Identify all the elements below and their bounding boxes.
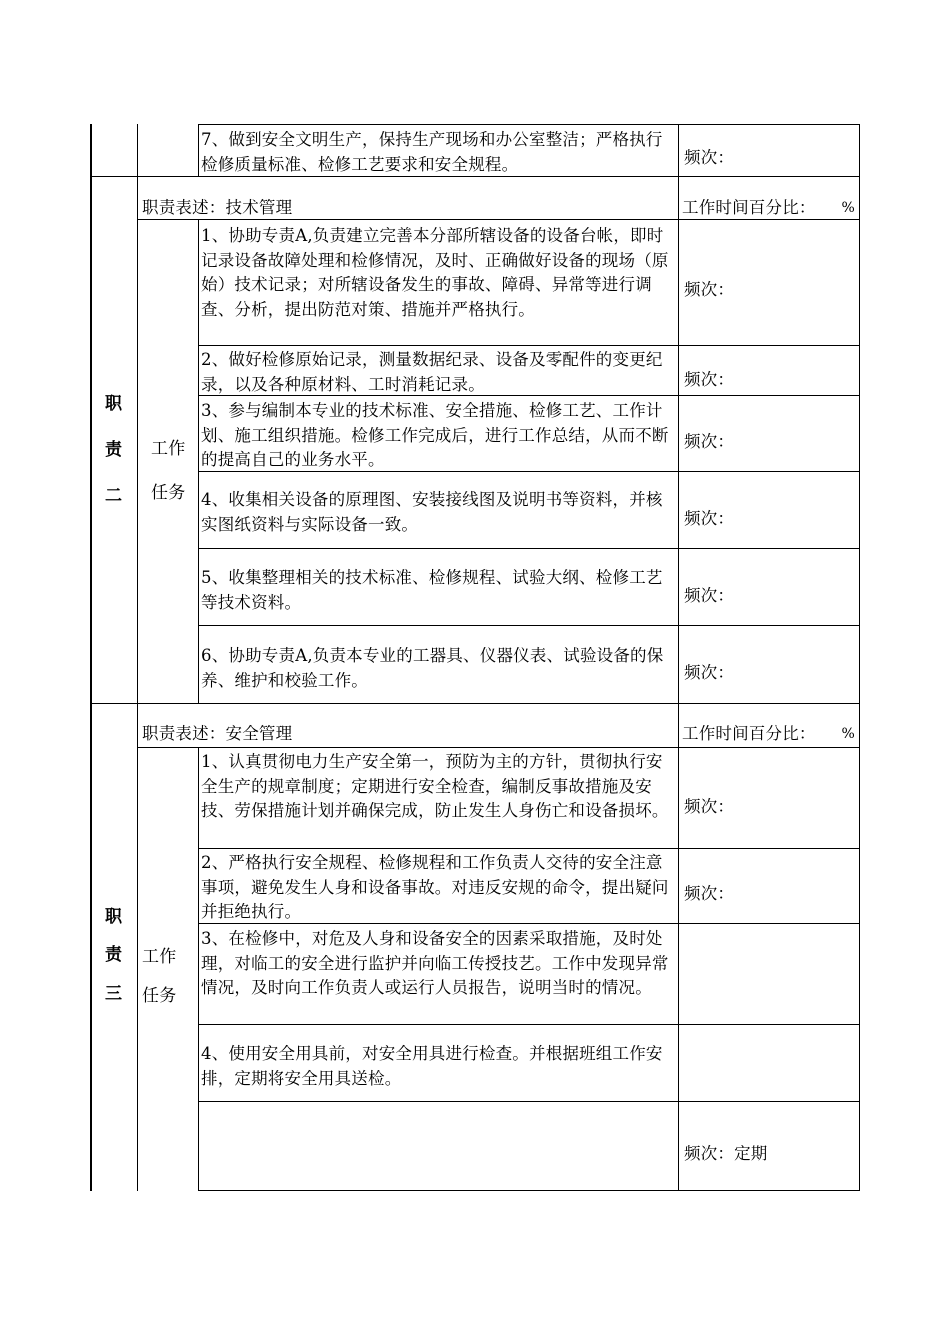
- frequency-label: 频次：: [684, 586, 735, 605]
- task-text: 3、在检修中，对危及人身和设备安全的因素采取措施，及时处理，对临工的安全进行监护并向临工传授技艺。工作中发现异常情况，及时向工作负责人或运行人员报告，说明当时的情况。: [201, 929, 669, 997]
- work-task-label: 工作: [142, 947, 177, 967]
- duty-label-char: 责: [105, 945, 123, 965]
- duty-description: 职责表述：安全管理: [142, 724, 293, 743]
- frequency-label: 频次：: [684, 370, 735, 389]
- task-text: 6、协助专责A,负责本专业的工器具、仪器仪表、试验设备的保养、维护和校验工作。: [201, 646, 664, 690]
- col1-line: [137, 176, 138, 703]
- time-percent-label: 工作时间百分比：: [682, 198, 816, 217]
- duty-description: 职责表述：技术管理: [142, 198, 293, 217]
- work-task-label: 任务: [142, 986, 177, 1006]
- duty-label-char: 职: [105, 907, 123, 927]
- time-percent-label: 工作时间百分比：: [682, 724, 816, 743]
- frequency-label: 频次：: [684, 280, 735, 299]
- row-line: [198, 548, 860, 549]
- frequency-label: 频次：: [684, 884, 735, 903]
- col1-line: [137, 124, 138, 177]
- row-line: [198, 1024, 860, 1025]
- work-task-label: 任务: [151, 483, 186, 503]
- frequency-label: 频次：: [684, 797, 735, 816]
- row-line: [198, 1190, 860, 1191]
- task-text: 7、做到安全文明生产，保持生产现场和办公室整洁；严格执行检修质量标准、检修工艺要求和安全规程。: [201, 130, 663, 174]
- task-text: 1、协助专责A,负责建立完善本分部所辖设备的设备台帐，即时记录设备故障处理和检修情况，及时、正确做好设备的现场（原始）技术记录；对所辖设备发生的事故、障碍、异常等进行调查、分析，提出防范对策、措施并严格执行。: [201, 226, 669, 319]
- task-text: 5、收集整理相关的技术标准、检修规程、试验大纲、检修工艺等技术资料。: [201, 568, 663, 612]
- col2-line: [198, 747, 199, 1191]
- col1-line: [137, 703, 138, 1191]
- duty-label-char: 责: [105, 440, 123, 460]
- frequency-label: 频次：: [684, 148, 735, 167]
- col3-line: [678, 124, 679, 1191]
- row-line: [198, 345, 860, 346]
- frequency-label: 频次：定期: [684, 1144, 768, 1163]
- task-text: 4、使用安全用具前，对安全用具进行检查。并根据班组工作安排，定期将安全用具送检。: [201, 1044, 663, 1088]
- task-text: 4、收集相关设备的原理图、安装接线图及说明书等资料，并核实图纸资料与实际设备一致。: [201, 490, 663, 534]
- percent-sign: %: [841, 200, 855, 216]
- row-line: [198, 124, 860, 125]
- duty-label-char: 三: [105, 984, 123, 1004]
- task-text: 2、做好检修原始记录，测量数据纪录、设备及零配件的变更纪录，以及各种原材料、工时消耗记录。: [201, 350, 663, 394]
- table-left-border: [90, 124, 92, 1191]
- task-text: 3、参与编制本专业的技术标准、安全措施、检修工艺、工作计划、施工组织措施。检修工作完成后，进行工作总结，从而不断的提高自己的业务水平。: [201, 401, 669, 469]
- row-line: [198, 848, 860, 849]
- duty-label-char: 二: [105, 486, 123, 506]
- row-line: [198, 625, 860, 626]
- col2-line: [198, 124, 199, 177]
- row-line: [137, 747, 860, 748]
- work-task-label: 工作: [151, 439, 186, 459]
- frequency-label: 频次：: [684, 509, 735, 528]
- frequency-label: 频次：: [684, 663, 735, 682]
- task-text: 1、认真贯彻电力生产安全第一，预防为主的方针，贯彻执行安全生产的规章制度；定期进行安全检查，编制反事故措施及安技、劳保措施计划并确保完成，防止发生人身伤亡和设备损坏。: [201, 752, 669, 820]
- task-text: 2、严格执行安全规程、检修规程和工作负责人交待的安全注意事项，避免发生人身和设备事故。对违反安规的命令，提出疑问并拒绝执行。: [201, 853, 669, 921]
- col2-line: [198, 220, 199, 703]
- table-right-border: [859, 124, 860, 1191]
- row-line: [90, 703, 860, 704]
- row-line: [198, 1101, 860, 1102]
- percent-sign: %: [841, 726, 855, 742]
- frequency-label: 频次：: [684, 432, 735, 451]
- duty-label-char: 职: [105, 394, 123, 414]
